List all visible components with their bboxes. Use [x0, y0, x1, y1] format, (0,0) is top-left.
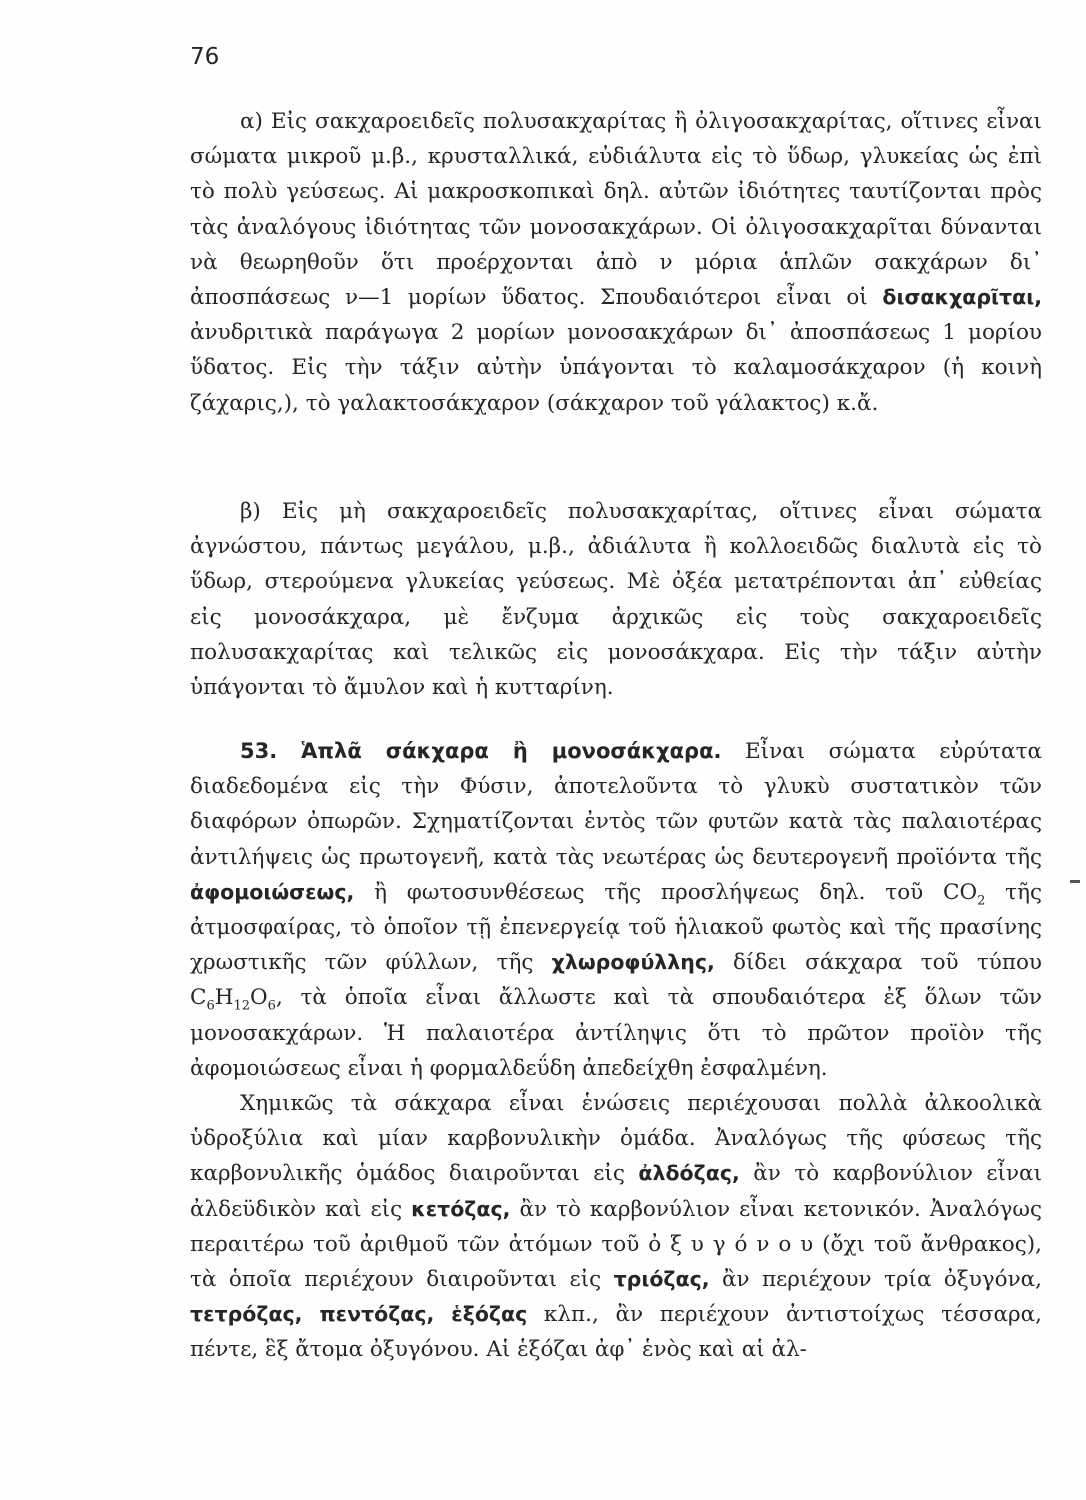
paragraph-b-text: β) Εἰς μὴ σακχαροειδεῖς πολυσακχαρίτας, οἵτινες εἶναι σώματα ἀγνώστου, πάντως μεγάλου, μ.β., ἀδιάλυτα ἢ κολλοειδῶς διαλυτὰ εἰς τὸ ὕδωρ, στερούμενα γλυκείας γεύσεως. Μὲ ὀξέα μετατρέπονται ἀπ᾿ εὐθείας εἰς μονοσάκχαρα, μὲ ἔνζυμα ἀρχικῶς εἰς τοὺς σακχαροειδεῖς πολυσακχαρίτας καὶ τελικῶς εἰς μονοσάκχαρα. Εἰς τὴν τάξιν αὐτὴν ὑπάγονται τὸ ἄμυλον καὶ ἡ κυτταρίνη.	[190, 499, 1042, 701]
paragraph-chem-text-1: Χημικῶς τὰ σάκχαρα εἶναι ἑνώσεις περιέχουσαι πολλὰ ἀλκοολικὰ ὑδροξύλια καὶ μίαν καρβονυλικὴν ὁμάδα. Ἀναλόγως τῆς φύσεως τῆς καρβονυλικῆς ὁμάδος διαιροῦνται εἰς	[190, 1091, 1042, 1187]
section-53-text-5: , τὰ ὁποῖα εἶναι ἄλλωστε καὶ τὰ σπουδαιότερα ἐξ ὅλων τῶν μονοσακχάρων. Ἡ παλαιοτέρα ἀντίληψις ὅτι τὸ πρῶτον προϊὸν τῆς ἀφομοιώσεως εἶναι ἡ φορμαλδεΰδη ἀπεδείχθη ἐσφαλμένη.	[190, 985, 1042, 1081]
paragraph-a	[190, 104, 1042, 421]
paragraph-chem-text-2: ἂν τὸ καρβονύλιον εἶναι ἀλδεϋδικὸν καὶ εἰς	[190, 1161, 1042, 1222]
section-53-text-1: Εἶναι σώματα εὐρύτατα διαδεδομένα εἰς τὴν Φύσιν, ἀποτελοῦντα τὸ γλυκὺ συστατικὸν τῶν διαφόρων ὀπωρῶν. Σχηματίζονται ἐντὸς τῶν φυτῶν κατὰ τὰς παλαιοτέρας ἀντιλήψεις ὡς πρωτογενῆ, κατὰ τὰς νεωτέρας ὡς δευτερογενῆ προϊόντα τῆς	[190, 739, 1042, 870]
paragraph-chem-text-4: ἂν περιέχουν τρία ὀξυγόνα,	[709, 1267, 1042, 1293]
term-assimilation: ἀφομοιώσεως,	[190, 879, 355, 904]
section-heading: 53. Ἁπλᾶ σάκχαρα ἢ μονοσάκχαρα.	[240, 739, 722, 763]
co2-subscript: 2	[977, 893, 986, 909]
paragraph-b	[190, 494, 1042, 705]
paragraph-chem-text-5: κλπ., ἂν περιέχουν ἀντιστοίχως τέσσαρα, πέντε, ἓξ ἄτομα ὀξυγόνου. Αἱ ἑξόζαι ἀφ᾿ ἑνὸς καὶ αἱ ἀλ-	[190, 1302, 1042, 1363]
term-trioses: τριόζας,	[613, 1267, 710, 1292]
term-ketoses: κετόζας,	[411, 1196, 511, 1221]
formula-h-subscript: 12	[233, 998, 251, 1014]
section-53-text-2: ἢ φωτοσυνθέσεως τῆς προσλήψεως δηλ. τοῦ CO	[354, 879, 978, 905]
paragraph-a-text-1: α) Εἰς σακχαροειδεῖς πολυσακχαρίτας ἢ ὀλιγοσακχαρίτας, οἵτινες εἶναι σώματα μικροῦ μ.β., κρυσταλλικά, εὐδιάλυτα εἰς τὸ ὕδωρ, γλυκείας ὡς ἐπὶ τὸ πολὺ γεύσεως. Αἱ μακροσκοπικαὶ δηλ. αὐτῶν ἰδιότητες ταυτίζονται πρὸς τὰς ἀναλόγους ἰδιότητας τῶν μονοσακχάρων. Οἱ ὀλιγοσακχαρῖται δύνανται νὰ θεωρηθοῦν ὅτι προέρχονται ἀπὸ ν μόρια ἁπλῶν σακχάρων δι᾿ ἀποσπάσεως ν—1 μορίων ὕδατος. Σπουδαιότεροι εἶναι οἱ	[190, 109, 1042, 311]
formula-h: H	[214, 985, 234, 1011]
formula-c-subscript: 6	[206, 998, 215, 1014]
term-disaccharides: δισακχαρῖται,	[882, 285, 1042, 310]
term-tetroses-pentoses-hexoses: τετρόζας, πεντόζας, ἑξόζας	[190, 1302, 528, 1327]
paragraph-a-text-2: ἀνυδριτικὰ παράγωγα 2 μορίων μονοσακχάρων δι᾿ ἀποσπάσεως 1 μορίου ὕδατος. Εἰς τὴν τάξιν αὐτὴν ὑπάγονται τὸ καλαμοσάκχαρον (ἡ κοινὴ ζάχαρις,), τὸ γαλακτοσάκχαρον (σάκχαρον τοῦ γάλακτος) κ.ἄ.	[190, 320, 1042, 416]
paragraph-chem-text-3: ἂν τὸ καρβονύλιον εἶναι κετονικόν. Ἀναλόγως περαιτέρω τοῦ ἀριθμοῦ τῶν ἀτόμων τοῦ ὀ ξ υ γ ό ν ο υ (ὄχι τοῦ ἄνθρακος), τὰ ὁποῖα περιέχουν διαιροῦνται εἰς	[190, 1196, 1042, 1293]
formula-o-subscript: 6	[267, 998, 276, 1014]
paragraph-chemistry	[190, 1086, 1042, 1368]
term-chlorophyll: χλωροφύλλης,	[551, 950, 715, 975]
term-aldoses: ἀλδόζας,	[638, 1161, 740, 1186]
section-53	[190, 734, 1042, 1086]
page-number: 76	[190, 44, 220, 70]
section-53-text-4: δίδει σάκχαρα τοῦ τύπου C	[190, 950, 1042, 1011]
margin-dash	[1070, 880, 1080, 883]
formula-o: O	[250, 985, 268, 1011]
section-53-text-3: τῆς ἀτμοσφαίρας, τὸ ὁποῖον τῇ ἐπενεργείᾳ τοῦ ἡλιακοῦ φωτὸς καὶ τῆς πρασίνης χρωστικῆς τῶν φύλλων, τῆς	[190, 879, 1042, 976]
